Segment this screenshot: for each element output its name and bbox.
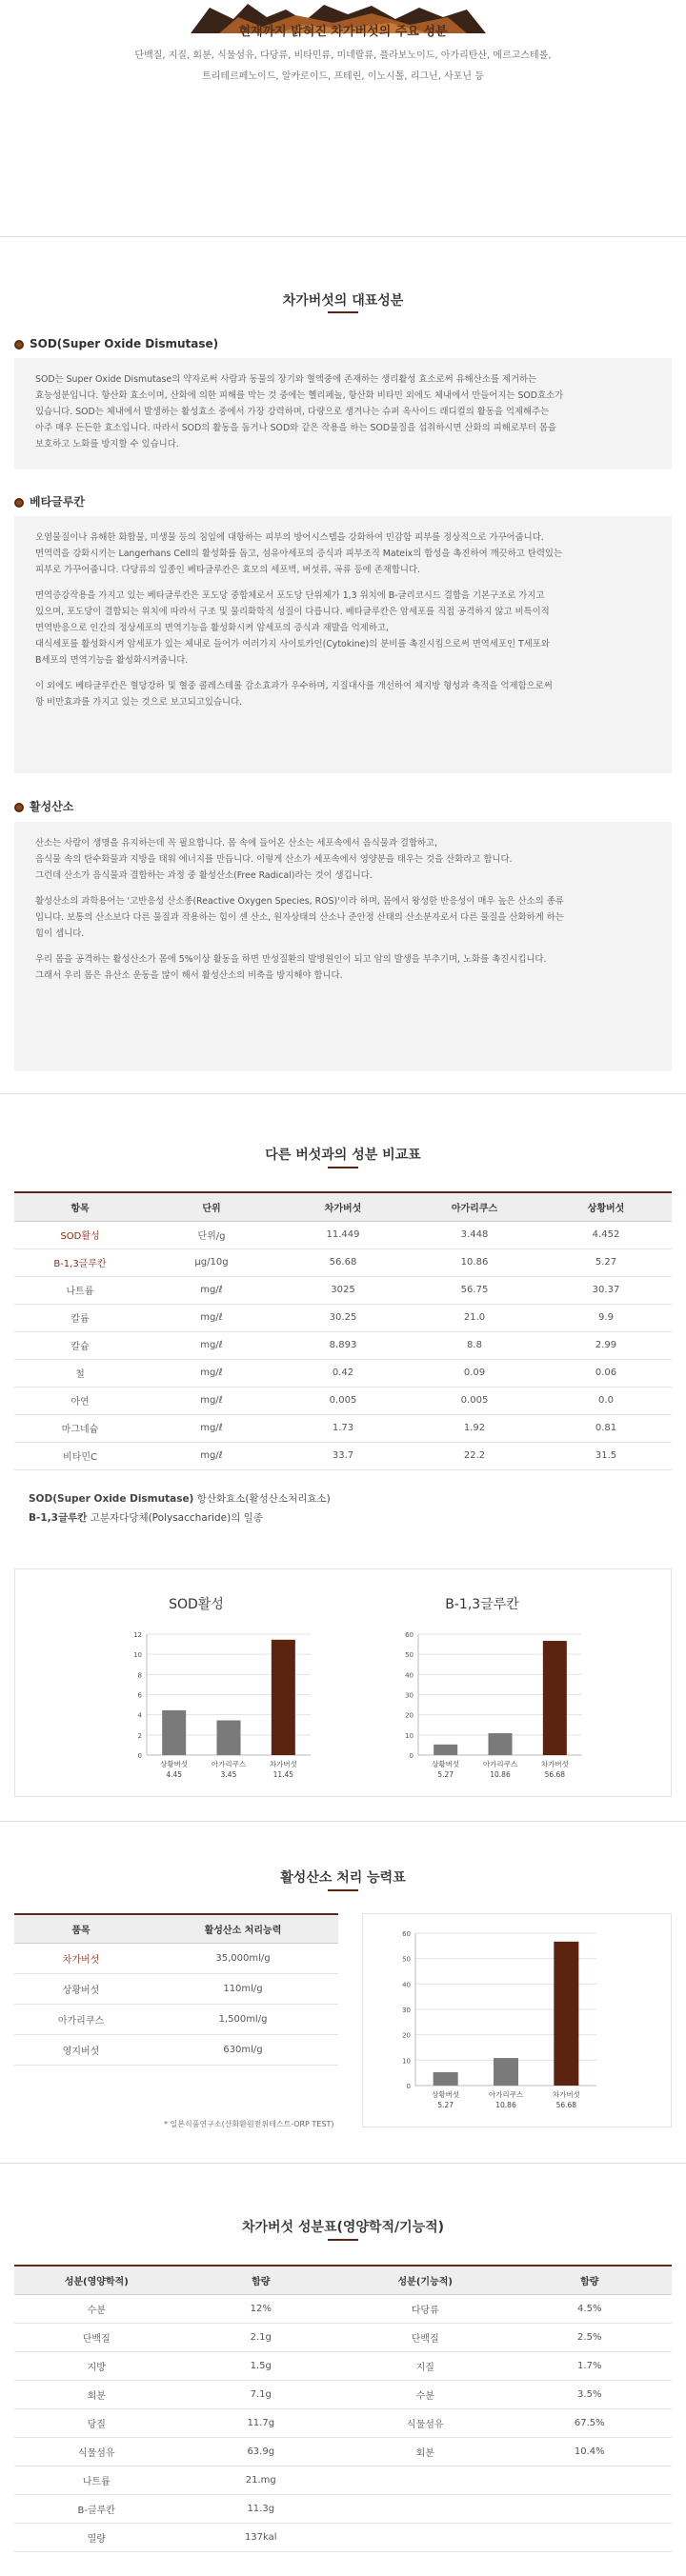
section-divider xyxy=(0,1093,686,1094)
chart-title: B-1,3글루칸 xyxy=(445,1597,519,1612)
betaglucan-heading-text: 베타글루칸 xyxy=(30,495,85,509)
table-cell: 단백질 xyxy=(343,2323,508,2351)
table-cell: mg/ℓ xyxy=(146,1304,277,1331)
bar xyxy=(543,1641,567,1755)
table-cell: SOD활성 xyxy=(14,1221,146,1248)
note-line xyxy=(29,1489,331,1508)
note-line xyxy=(29,1508,331,1528)
intro-title: 현재까지 밝혀진 차가버섯의 주요 성분 xyxy=(238,25,448,39)
table-cell: 4.452 xyxy=(540,1221,672,1248)
table-cell: 137kal xyxy=(179,2523,344,2551)
active-oxygen-table-title: 활성산소 처리 능력표 xyxy=(280,1870,406,1886)
table-row xyxy=(14,1387,672,1414)
x-tick-label: 상황버섯 xyxy=(160,1760,189,1768)
compare-notes xyxy=(29,1489,331,1528)
table-row xyxy=(14,1304,672,1331)
text-line: 대식세포를 활성화시켜 암세포가 있는 체내로 들어가 여러가지 사이토카인(Cytokine)의 분비를 촉진시킴으로써 면역세포인 T세포와 xyxy=(35,639,550,649)
y-tick-label: 0 xyxy=(137,1752,142,1760)
bullet-icon xyxy=(14,498,24,508)
table-cell: mg/ℓ xyxy=(146,1331,277,1359)
data-label: 5.27 xyxy=(437,1770,454,1779)
y-tick-label: 30 xyxy=(405,1691,414,1700)
table-cell: 0.0 xyxy=(540,1387,672,1414)
table-row xyxy=(14,1221,672,1248)
note-term: B-1,3글루칸 xyxy=(29,1512,88,1524)
text-line: 이 외에도 베타글루칸은 혈당강하 및 혈중 콜레스테롤 감소효과가 우수하며, 지질대사를 개선하여 체지방 형성과 축적을 억제함으로써 xyxy=(35,681,553,691)
table-row xyxy=(14,1442,672,1469)
betaglucan-paragraph xyxy=(35,678,651,710)
text-line: 오염물질이나 유해한 화합물, 미생물 등의 침입에 대항하는 피부의 방어시스템을 강화하여 민감함 피부를 정상적으로 가꾸어줍니다. xyxy=(35,532,544,543)
table-cell: 11.3g xyxy=(179,2494,344,2523)
title-underline xyxy=(328,311,358,313)
table-header: 성분(기능적) xyxy=(343,2266,508,2294)
table-row xyxy=(14,1248,672,1276)
y-tick-label: 20 xyxy=(402,2031,411,2040)
bar xyxy=(489,1733,513,1755)
bar xyxy=(162,1710,186,1755)
bar xyxy=(217,1720,241,1755)
text-line: 우리 몸을 공격하는 활성산소가 몸에 5%이상 활동을 하면 만성질환의 발병원인이 되고 암의 발생을 부추기며, 노화를 촉진시킵니다. xyxy=(35,954,547,965)
y-tick-label: 10 xyxy=(405,1731,414,1740)
table-header: 상황버섯 xyxy=(540,1192,672,1221)
table-cell: 영지버섯 xyxy=(14,2034,148,2065)
table-cell: 56.75 xyxy=(409,1276,540,1304)
data-label: 5.27 xyxy=(437,2101,454,2109)
table-cell: 33.7 xyxy=(277,1442,409,1469)
table-cell: 당질 xyxy=(14,2408,179,2437)
table-cell: 2.1g xyxy=(179,2323,344,2351)
x-tick-label: 아가리쿠스 xyxy=(211,1760,247,1768)
active-oxygen-box xyxy=(14,822,672,1071)
y-tick-label: 40 xyxy=(402,1981,411,1989)
x-tick-label: 차가버섯 xyxy=(269,1760,297,1768)
table-cell: 0.06 xyxy=(540,1359,672,1387)
chart-title: SOD활성 xyxy=(169,1597,224,1612)
table-cell: 21.mg xyxy=(179,2466,344,2494)
table-cell: 나트륨 xyxy=(14,1276,146,1304)
data-label: 11.45 xyxy=(272,1770,294,1779)
table-cell: 31.5 xyxy=(540,1442,672,1469)
y-tick-label: 40 xyxy=(405,1671,414,1680)
table-cell: 12% xyxy=(179,2294,344,2323)
active-oxygen-paragraph xyxy=(35,893,651,942)
table-cell xyxy=(508,2494,673,2523)
table-cell: 나트륨 xyxy=(14,2466,179,2494)
note-term: SOD(Super Oxide Dismutase) xyxy=(29,1493,194,1505)
bar xyxy=(494,2058,518,2086)
table-header: 아가리쿠스 xyxy=(409,1192,540,1221)
table-cell: 철 xyxy=(14,1359,146,1387)
representative-title: 차가버섯의 대표성분 xyxy=(282,293,404,309)
table-cell: mg/ℓ xyxy=(146,1276,277,1304)
text-line: 면역력을 강화시키는 Langerhans Cell의 활성화를 돕고, 섬유아세포의 증식과 피부조직 Mateix의 합성을 촉진하여 깨끗하고 탄력있는 xyxy=(35,549,563,559)
title-underline xyxy=(328,1167,358,1168)
sod-heading-text: SOD(Super Oxide Dismutase) xyxy=(30,337,219,350)
y-tick-label: 2 xyxy=(137,1731,142,1740)
text-line: 산소는 사람이 생명을 유지하는데 꼭 필요합니다. 몸 속에 들어온 산소는 세포속에서 음식물과 결합하고, xyxy=(35,838,438,849)
text-line: 입니다. 보통의 산소보다 다른 물질과 작용하는 힘이 센 산소, 원자상태의 산소나 준안정 산태의 산소분자로서 다른 물질을 산화하게 하는 xyxy=(35,912,564,923)
betaglucan-chart xyxy=(392,1627,592,1788)
table-header: 항목 xyxy=(14,1192,146,1221)
table-row xyxy=(14,1276,672,1304)
title-underline xyxy=(328,2239,358,2241)
table-cell: 아연 xyxy=(14,1387,146,1414)
bar xyxy=(272,1640,295,1755)
table-row xyxy=(14,1973,338,2004)
table-cell xyxy=(343,2523,508,2551)
table-header-row xyxy=(14,1192,672,1221)
table-row xyxy=(14,2294,672,2323)
table-cell: 9.9 xyxy=(540,1304,672,1331)
table-cell: 0.81 xyxy=(540,1414,672,1442)
text-line: 면역증강작용을 가지고 있는 베타글루칸은 포도당 중합체로서 포도당 단위체가 1,3 위치에 B-글리코시드 결합을 기본구조로 가지고 xyxy=(35,590,545,601)
bullet-icon xyxy=(14,340,24,349)
table-row xyxy=(14,2523,672,2551)
text-line: 그래서 우리 몸은 유산소 운동을 많이 해서 활성산소의 비축을 방지해야 합니다. xyxy=(35,970,343,981)
table-header-row xyxy=(14,1914,338,1943)
table-cell: 110ml/g xyxy=(148,1973,338,2004)
x-tick-label: 차가버섯 xyxy=(540,1760,569,1768)
table-cell: 67.5% xyxy=(508,2408,673,2437)
table-row xyxy=(14,1331,672,1359)
text-line: 보호하고 노화를 방지할 수 있습니다. xyxy=(35,439,179,449)
betaglucan-paragraph xyxy=(35,529,651,578)
compare-title: 다른 버섯과의 성분 비교표 xyxy=(265,1148,421,1163)
active-oxygen-heading-text: 활성산소 xyxy=(30,800,74,813)
table-row xyxy=(14,2494,672,2523)
y-tick-label: 4 xyxy=(137,1711,142,1720)
active-oxygen-heading xyxy=(14,798,73,814)
table-header: 품목 xyxy=(14,1914,148,1943)
table-cell: 칼륨 xyxy=(14,1304,146,1331)
table-cell: mg/ℓ xyxy=(146,1359,277,1387)
active-oxygen-paragraph xyxy=(35,835,651,884)
table-row xyxy=(14,2380,672,2408)
table-row xyxy=(14,2004,338,2034)
table-cell: 1.7% xyxy=(508,2351,673,2380)
table-row xyxy=(14,2034,338,2065)
bar xyxy=(434,1745,457,1755)
table-cell: 열량 xyxy=(14,2523,179,2551)
table-row xyxy=(14,2351,672,2380)
table-cell: B-1,3글루칸 xyxy=(14,1248,146,1276)
table-cell: 0.005 xyxy=(409,1387,540,1414)
betaglucan-box xyxy=(14,516,672,773)
table-cell: 지방 xyxy=(14,2351,179,2380)
y-tick-label: 30 xyxy=(402,2007,411,2014)
text-line: 아주 매우 든든한 효소입니다. 따라서 SOD의 활동을 돕거나 SOD와 같은 작용을 하는 SOD물질을 섭취하시면 산화의 피해로부터 몸을 xyxy=(35,423,557,433)
y-tick-label: 20 xyxy=(405,1711,414,1720)
table-cell: 비타민C xyxy=(14,1442,146,1469)
table-cell: 0.005 xyxy=(277,1387,409,1414)
sod-heading xyxy=(14,337,218,350)
nutrition-table xyxy=(14,2265,672,2552)
x-tick-label: 상황버섯 xyxy=(432,2090,460,2099)
text-line: 활성산소의 과학용어는 '고반응성 산소종(Reactive Oxygen Species, ROS)'이라 하며, 몸에서 왕성한 반응성이 매우 높은 산소의 종류 xyxy=(35,896,564,907)
table-row xyxy=(14,2408,672,2437)
table-cell: 2.99 xyxy=(540,1331,672,1359)
text-line: SOD는 Super Oxide Dismutase의 약자로써 사람과 동물의 장기와 혈액중에 존재하는 생리활성 효소로써 유해산소를 제거하는 xyxy=(35,374,537,385)
active-oxygen-table xyxy=(14,1913,338,2066)
table-cell: 30.25 xyxy=(277,1304,409,1331)
text-line: 음식물 속의 탄수화물과 지방을 태워 에너지를 만듭니다. 이렇게 산소가 세포속에서 영양분을 태우는 것을 산화라고 합니다. xyxy=(35,854,513,865)
section-divider xyxy=(0,2163,686,2164)
bar xyxy=(434,2072,458,2086)
betaglucan-heading xyxy=(14,493,85,509)
table-cell: 1.5g xyxy=(179,2351,344,2380)
table-cell: 수분 xyxy=(343,2380,508,2408)
table-cell: mg/ℓ xyxy=(146,1442,277,1469)
table-cell xyxy=(508,2523,673,2551)
table-cell: 식물섬유 xyxy=(14,2437,179,2466)
table-cell: 지질 xyxy=(343,2351,508,2380)
data-label: 4.45 xyxy=(166,1770,183,1779)
table-cell: 5.27 xyxy=(540,1248,672,1276)
table-row xyxy=(14,2323,672,2351)
x-tick-label: 아가리쿠스 xyxy=(488,2090,524,2099)
y-tick-label: 50 xyxy=(405,1651,414,1660)
text-line: 항 비만효과를 가지고 있는 것으로 보고되고있습니다. xyxy=(35,697,243,708)
table-cell: 마그네슘 xyxy=(14,1414,146,1442)
table-header: 성분(영양학적) xyxy=(14,2266,179,2294)
table-header: 활성산소 처리능력 xyxy=(148,1914,338,1943)
y-tick-label: 6 xyxy=(137,1691,142,1700)
table-cell: mg/ℓ xyxy=(146,1414,277,1442)
data-label: 3.45 xyxy=(220,1770,237,1779)
table-cell: mg/ℓ xyxy=(146,1387,277,1414)
active-oxygen-paragraph xyxy=(35,951,651,984)
table-cell: 30.37 xyxy=(540,1276,672,1304)
table-cell: 0.42 xyxy=(277,1359,409,1387)
x-tick-label: 아가리쿠스 xyxy=(482,1760,518,1768)
bullet-icon xyxy=(14,803,24,812)
table-cell: 수분 xyxy=(14,2294,179,2323)
table-row xyxy=(14,2437,672,2466)
table-cell: 3.448 xyxy=(409,1221,540,1248)
y-tick-label: 12 xyxy=(133,1631,142,1639)
intro-line: 단백질, 지질, 회분, 식물섬유, 다당류, 비타민류, 미네랄류, 플라보노이드, 아가리탄산, 에르고스테롤, xyxy=(134,50,552,61)
charts-box xyxy=(14,1568,672,1797)
table-cell: 8.8 xyxy=(409,1331,540,1359)
table-header-row xyxy=(14,2266,672,2294)
note-text: 고분자다당체(Polysaccharide)의 일종 xyxy=(87,1512,263,1524)
text-line: B세포의 면역기능을 활성화시켜줍니다. xyxy=(35,655,189,666)
table-cell: 상황버섯 xyxy=(14,1973,148,2004)
text-line: 그런데 산소가 음식물과 결합하는 과정 중 활성산소(Free Radical)라는 것이 생깁니다. xyxy=(35,870,373,881)
active-oxygen-footnote: * 일본식품연구소(산화환원전위테스트-ORP TEST) xyxy=(164,2120,334,2128)
table-cell: 56.68 xyxy=(277,1248,409,1276)
table-cell: 아가리쿠스 xyxy=(14,2004,148,2034)
table-cell: 식물섬유 xyxy=(343,2408,508,2437)
table-cell: 3025 xyxy=(277,1276,409,1304)
table-cell: 다당류 xyxy=(343,2294,508,2323)
data-label: 56.68 xyxy=(555,2101,577,2109)
table-cell: 2.5% xyxy=(508,2323,673,2351)
y-tick-label: 60 xyxy=(402,1930,411,1938)
table-row xyxy=(14,2466,672,2494)
text-line: 효능성분입니다. 항산화 효소이며, 산화에 의한 피해를 막는 것 중에는 헬리페놀, 항산화 비타민 외에도 체내에서 만들어지는 SOD효소가 xyxy=(35,390,564,401)
table-cell: 회분 xyxy=(14,2380,179,2408)
intro-line: 트리테르페노이드, 알카로이드, 프테린, 이노시톨, 리그닌, 사포닌 등 xyxy=(202,71,484,82)
table-cell: 630ml/g xyxy=(148,2034,338,2065)
compare-table xyxy=(14,1191,672,1470)
note-text: 항산화효소(활성산소처리효소) xyxy=(193,1493,331,1505)
table-cell xyxy=(343,2466,508,2494)
table-cell: 차가버섯 xyxy=(14,1943,148,1973)
intro-composition xyxy=(0,46,686,88)
table-header: 단위 xyxy=(146,1192,277,1221)
y-tick-label: 0 xyxy=(409,1752,414,1760)
data-label: 10.86 xyxy=(490,1770,511,1779)
title-underline xyxy=(328,1889,358,1891)
table-cell: 1,500ml/g xyxy=(148,2004,338,2034)
sod-chart xyxy=(120,1627,320,1788)
table-cell: 단위/g xyxy=(146,1221,277,1248)
active-oxygen-chart-box xyxy=(362,1913,672,2127)
table-row xyxy=(14,1359,672,1387)
table-cell: 회분 xyxy=(343,2437,508,2466)
table-cell: 1.73 xyxy=(277,1414,409,1442)
text-line: 있으며, 포도당이 결합되는 위치에 따라서 구조 및 물리화학적 성질이 다릅니다. 베타글루칸은 암세포를 직접 공격하지 않고 비특이적 xyxy=(35,607,550,617)
table-cell: 63.9g xyxy=(179,2437,344,2466)
data-label: 56.68 xyxy=(544,1770,566,1779)
table-cell: 21.0 xyxy=(409,1304,540,1331)
table-cell: μg/10g xyxy=(146,1248,277,1276)
table-cell: 8.893 xyxy=(277,1331,409,1359)
table-row xyxy=(14,1414,672,1442)
y-tick-label: 8 xyxy=(137,1671,142,1680)
table-cell: 11.449 xyxy=(277,1221,409,1248)
y-tick-label: 60 xyxy=(405,1631,414,1639)
table-cell: 0.09 xyxy=(409,1359,540,1387)
table-cell: 11.7g xyxy=(179,2408,344,2437)
bar xyxy=(554,1942,578,2086)
table-cell: 7.1g xyxy=(179,2380,344,2408)
table-cell: 35,000ml/g xyxy=(148,1943,338,1973)
table-cell: 10.4% xyxy=(508,2437,673,2466)
data-label: 10.86 xyxy=(495,2101,516,2109)
table-cell xyxy=(508,2466,673,2494)
nutrition-title: 차가버섯 성분표(영양학적/기능적) xyxy=(241,2220,445,2235)
text-line: 힘이 셉니다. xyxy=(35,929,85,939)
y-tick-label: 0 xyxy=(406,2083,411,2090)
x-tick-label: 상황버섯 xyxy=(432,1760,460,1768)
table-header: 함량 xyxy=(508,2266,673,2294)
table-header: 차가버섯 xyxy=(277,1192,409,1221)
table-cell: 10.86 xyxy=(409,1248,540,1276)
betaglucan-paragraph xyxy=(35,588,651,669)
sod-paragraph xyxy=(35,371,651,452)
y-tick-label: 10 xyxy=(133,1651,142,1660)
text-line: 면역반응으로 인간의 정상세포의 면역기능을 활성화시켜 암세포의 증식과 재발을 억제하고, xyxy=(35,623,389,633)
table-row xyxy=(14,1943,338,1973)
table-cell: B-글루칸 xyxy=(14,2494,179,2523)
table-cell: 3.5% xyxy=(508,2380,673,2408)
active-oxygen-chart xyxy=(387,1924,606,2114)
section-divider xyxy=(0,236,686,237)
table-header: 함량 xyxy=(179,2266,344,2294)
table-cell xyxy=(343,2494,508,2523)
text-line: 피부로 가꾸어줍니다. 다당류의 일종인 베타글루칸은 효모의 세포벽, 버섯류, 곡류 등에 존재합니다. xyxy=(35,565,420,575)
table-cell: 1.92 xyxy=(409,1414,540,1442)
table-cell: 단백질 xyxy=(14,2323,179,2351)
section-divider xyxy=(0,1821,686,1822)
table-cell: 22.2 xyxy=(409,1442,540,1469)
table-cell: 칼슘 xyxy=(14,1331,146,1359)
y-tick-label: 10 xyxy=(402,2057,411,2066)
table-cell: 4.5% xyxy=(508,2294,673,2323)
x-tick-label: 차가버섯 xyxy=(552,2090,580,2099)
sod-box xyxy=(14,358,672,469)
y-tick-label: 50 xyxy=(402,1955,411,1964)
text-line: 있습니다. SOD는 체내에서 발생하는 활성효소 중에서 가장 강력하며, 다량으로 생겨나는 슈퍼 옥사이드 래디컬의 활동을 억제해주는 xyxy=(35,407,550,417)
